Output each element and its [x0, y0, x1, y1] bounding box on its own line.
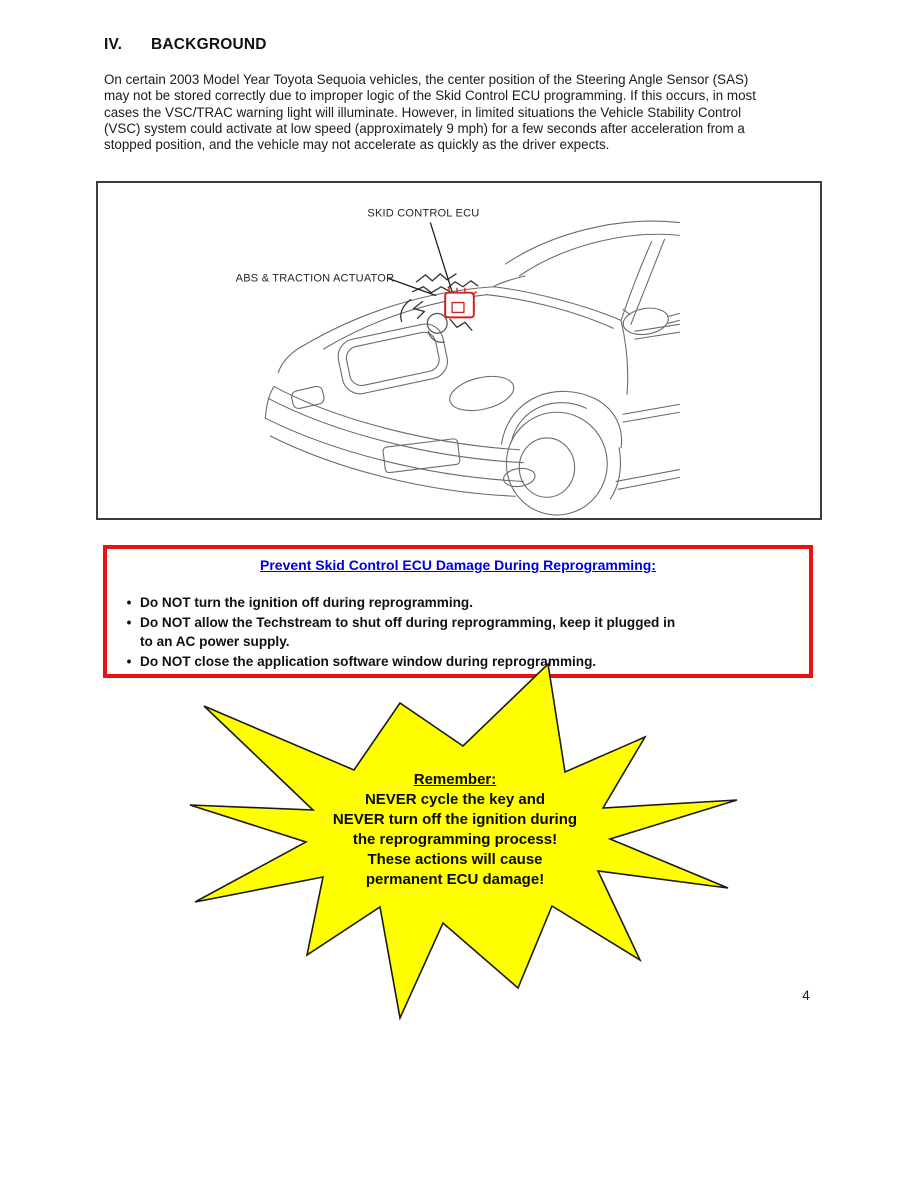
starburst-heading: Remember: — [413, 771, 497, 788]
intro-paragraph — [104, 72, 820, 153]
figure-label-ecu: SKID CONTROL ECU — [367, 207, 480, 220]
skid-control-ecu-highlight — [445, 288, 477, 318]
leader-line-ecu — [430, 223, 452, 292]
starburst-line: the reprogramming process! — [352, 831, 558, 848]
warning-bullet: • Do NOT allow the Techstream to shut off during reprogramming, keep it plugged in to an AC power supply. — [107, 613, 809, 652]
page-number: 4 — [802, 988, 810, 1003]
section-numeral: IV. — [104, 36, 123, 53]
starburst-line: NEVER cycle the key and — [364, 791, 546, 808]
truck-outline — [265, 221, 679, 515]
intro-line: stopped position, and the vehicle may not accelerate as quickly as the driver expects. — [104, 137, 610, 153]
truck-line-drawing — [98, 183, 820, 518]
warning-bullet: • Do NOT close the application software window during reprogramming. — [107, 652, 809, 672]
starburst-line: These actions will cause — [367, 851, 543, 868]
bullet-dot: • — [126, 653, 132, 669]
starburst-line: NEVER turn off the ignition during — [332, 811, 578, 828]
warning-bullet: • Do NOT turn the ignition off during reprogramming. — [107, 593, 809, 613]
starburst-line: permanent ECU damage! — [365, 871, 545, 888]
starburst-text — [255, 770, 655, 890]
intro-line: (VSC) system could activate at low speed (approximately 9 mph) for a few seconds after acceleration from a — [104, 120, 745, 136]
bullet-dot: • — [126, 614, 132, 630]
warning-title: Prevent Skid Control ECU Damage During Reprogramming: — [260, 557, 656, 573]
section-title: BACKGROUND — [151, 36, 267, 53]
bullet-dot: • — [126, 595, 132, 610]
section-heading — [104, 36, 267, 54]
intro-line: On certain 2003 Model Year Toyota Sequoia vehicles, the center position of the Steering Angle Sensor (SAS) — [104, 72, 749, 87]
intro-line: cases the VSC/TRAC warning light will illuminate. However, in limited situations the Vehicle Stability Control — [104, 104, 742, 120]
figure-label-abs: ABS & TRACTION ACTUATOR — [235, 272, 395, 285]
intro-line: may not be stored correctly due to improper logic of the Skid Control ECU programming. If this occurs, in most — [104, 88, 756, 104]
vehicle-figure — [96, 181, 822, 520]
